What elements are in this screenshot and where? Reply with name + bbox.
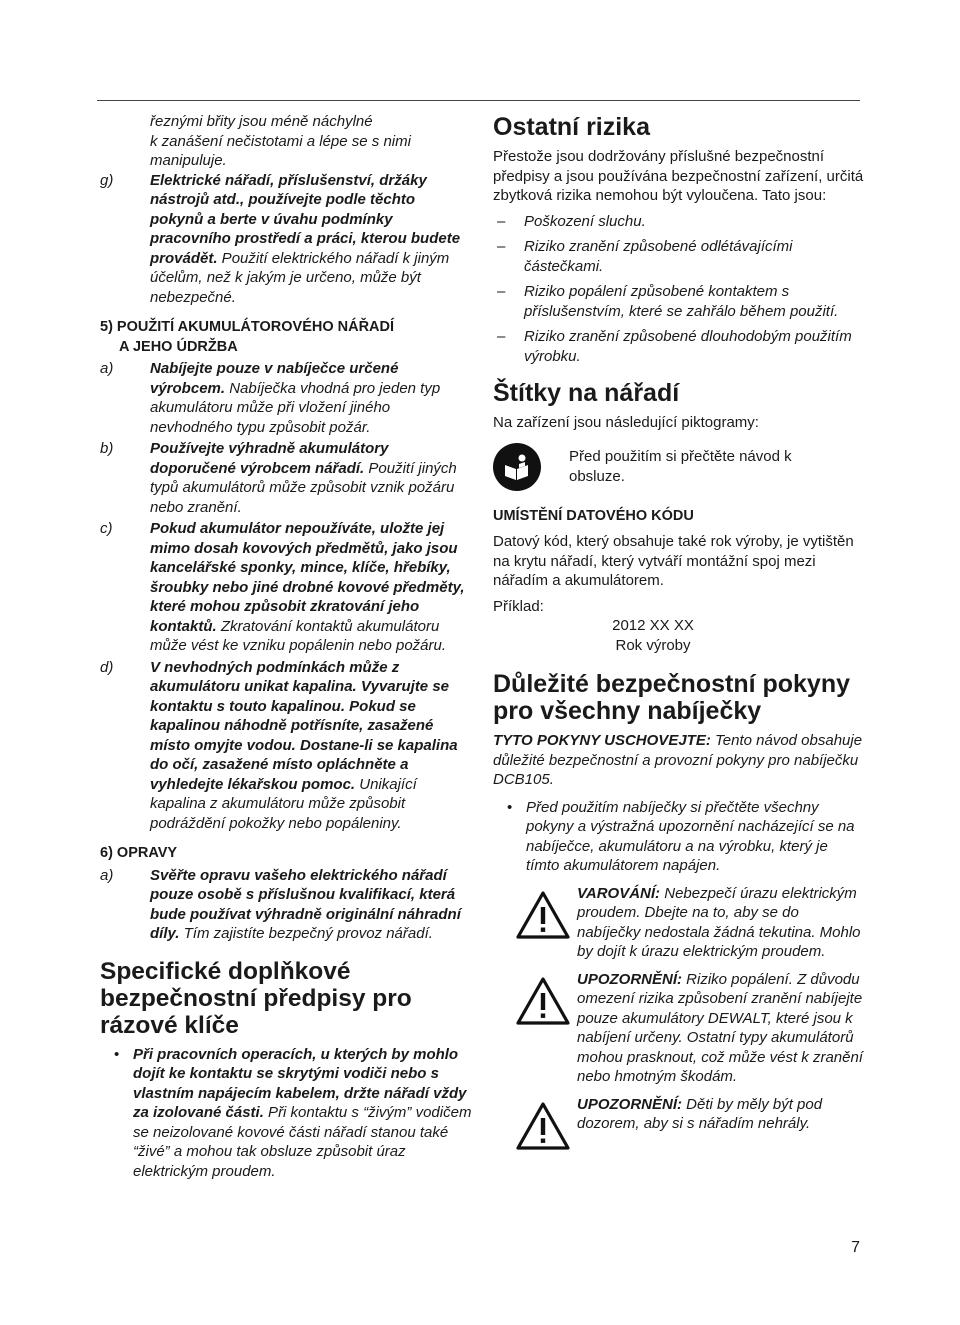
list-item-5a [100,359,472,437]
list-item-g [100,171,472,308]
read-manual-icon [493,443,541,491]
data-code-heading: UMÍSTĚNÍ DATOVÉHO KÓDU [493,507,694,524]
section-5-line2: A JEHO ÚDRŽBA [119,338,238,355]
heading-charger-safety: Důležité bezpečnostní pokyny pro všechny nabíječky [493,670,851,725]
right-column [493,112,865,1156]
risk-text: Poškození sluchu. [524,212,646,230]
item-text: Nabíječka vhodná pro jeden typ akumulátoru může při vložení jiného nevhodného typu způsobit požár. [150,379,441,436]
bullet-dot: • [507,798,513,816]
heading-other-risks: Ostatní rizika [493,113,650,141]
warning-block [493,884,865,962]
item-label: a) [100,866,114,884]
heading-specific-rules: Specifické doplňkové bezpečnostní předpisy pro rázové klíče [100,957,412,1039]
pictogram-text: Před použitím si přečtěte návod k obsluze. [569,448,792,485]
caution-text: Riziko popálení. Z důvodu omezení rizika způsobení zranění nabíjejte pouze akumulátory DEWALT, které jsou k nabíjení určeny. Ostatní typy akumulátorů mohou prasknout, což může vést k zranění nebo hmotným škodám. [577,970,863,1085]
bullet-bold: Při pracovních operacích, u kterých by mohlo dojít ke kontaktu se skrytými vodiči nebo s vlastním napájecím kabelem, držte nářadí vždy za izolované části. [133,1045,467,1121]
item-bold: V nevhodných podmínkách může z akumulátoru unikat kapalina. Vyvarujte se kontaktu s touto kapalinou. Pokud se kapalinou náhodně potřísníte, zasažené místo omyjte vodou. Dostane-li se kapalina do očí, zasažené místo opláchněte a vyhledejte lékařskou pomoc. [150,658,458,793]
bullet-text: Při kontaktu s “živým” vodičem se neizolované kovové části nářadí stanou také “živé” a mohou tak obsluze způsobit úraz elektrickým proudem. [133,1104,472,1180]
risk-item: – Riziko popálení způsobené kontaktem s příslušenstvím, které se zahřálo během použití. [493,282,865,321]
intro-line: manipuluje. [150,152,227,169]
item-text: Zkratování kontaktů akumulátoru může vést ke vzniku popálenin nebo požáru. [150,617,447,654]
item-text: Použití elektrického nářadí k jiným účelům, než k jakým je určeno, může být nebezpečné. [150,249,450,306]
risk-item: – Riziko zranění způsobené odlétávajícími částečkami. [493,237,865,276]
section-5-line1: 5) POUŽITÍ AKUMULÁTOROVÉHO NÁŘADÍ [100,319,395,335]
list-item-5d [100,658,472,834]
warning-label: VAROVÁNÍ: [577,884,661,902]
keep-instructions-label: TYTO POKYNY USCHOVEJTE: [493,732,711,749]
caution-block [493,1095,865,1156]
warning-text: Nebezpečí úrazu elektrickým proudem. Dbejte na to, aby se do nabíječky nedostala žádná tekutina. Mohlo by dojít k úrazu elektrickým proudem. [577,884,861,960]
bullet-item [100,1045,472,1182]
risk-text: Riziko zranění způsobené dlouhodobým použitím výrobku. [524,328,852,365]
risks-intro: Přestože jsou dodržovány příslušné bezpečnostní předpisy a jsou používána bezpečnostní zařízení, určitá zbytková rizika nemohou být vyloučena. Tato jsou: [493,148,864,204]
caution-text: Děti by měly být pod dozorem, aby si s nářadím nehrály. [577,1095,823,1132]
keep-instructions-text: Tento návod obsahuje důležité bezpečnostní a provozní pokyny pro nabíječku DCB105. [493,732,863,788]
item-label: a) [100,360,114,377]
item-bold: Nabíjejte pouze v nabíječce určené výrobcem. [150,360,399,397]
risk-item: – Poškození sluchu. [493,212,865,232]
item-bold: Používejte výhradně akumulátory doporučené výrobcem nářadí. [150,440,389,477]
item-text: Použití jiných typů akumulátorů může způsobit vznik požáru nebo zranění. [150,459,457,516]
section-5-heading [100,318,472,357]
intro-continuation [100,112,472,171]
warning-triangle-icon [493,1095,577,1156]
risk-text: Riziko popálení způsobené kontaktem s příslušenstvím, které se zahřálo během použití. [524,283,839,320]
pictogram-row [493,443,865,491]
example-desc: Rok výroby [615,636,691,654]
intro-line: k zanášení nečistotami a lépe se s nimi [150,132,411,150]
risk-text: Riziko zranění způsobené odlétávajícími částečkami. [524,238,793,275]
warning-triangle-icon [493,884,577,962]
item-bold: Pokud akumulátor nepoužíváte, uložte jej mimo dosah kovových předmětů, jako jsou kancelářské sponky, mince, klíče, hřebíky, šroubky nebo jiné drobné kovové předměty, které mohou způsobit zkratování jeho kontaktů. [150,520,465,635]
item-label: g) [100,171,114,189]
labels-intro: Na zařízení jsou následující piktogramy: [493,414,759,431]
top-rule [97,100,860,101]
item-text: Tím zajistíte bezpečný provoz nářadí. [179,925,433,942]
list-item-5b [100,439,472,517]
left-column [100,112,472,1181]
heading-labels: Štítky na nářadí [493,379,680,407]
risk-item: – Riziko zranění způsobené dlouhodobým použitím výrobku. [493,327,865,366]
caution-label: UPOZORNĚNÍ: [577,1095,682,1113]
item-label: c) [100,520,113,537]
item-text: Unikající kapalina z akumulátoru může způsobit podráždění pokožky nebo popáleniny. [150,775,417,832]
example-label: Příklad: [493,597,544,615]
item-label: d) [100,658,114,676]
page-number: 7 [851,1239,860,1256]
caution-label: UPOZORNĚNÍ: [577,970,682,988]
bullet-item [493,798,865,876]
example-code: 2012 XX XX [612,617,694,634]
item-bold: Svěřte opravu vašeho elektrického nářadí pouze osobě s příslušnou kvalifikací, která bude používat výhradně originální náhradní díly. [150,866,461,942]
item-bold: Elektrické nářadí, příslušenství, držáky nástrojů atd., používejte podle těchto pokynů a berte v úvahu podmínky pracovního prostředí a práci, kterou budete provádět. [150,171,461,267]
item-label: b) [100,440,114,457]
bullet-dot: • [114,1045,120,1063]
section-6-heading: 6) OPRAVY [100,845,178,861]
data-code-text: Datový kód, který obsahuje také rok výroby, je vytištěn na krytu nářadí, který vytváří montážní spoj mezi nářadím a akumulátorem. [493,533,854,589]
bullet-text: Před použitím nabíječky si přečtěte všechny pokyny a výstražná upozornění nacházející se na nabíječce, akumulátoru a na výrobku, který je tímto akumulátorem napájen. [526,798,855,874]
intro-line: řeznými břity jsou méně náchylné [150,113,373,130]
list-item-6a [100,866,472,944]
caution-block [493,970,865,1087]
warning-triangle-icon [493,970,577,1087]
list-item-5c [100,519,472,656]
